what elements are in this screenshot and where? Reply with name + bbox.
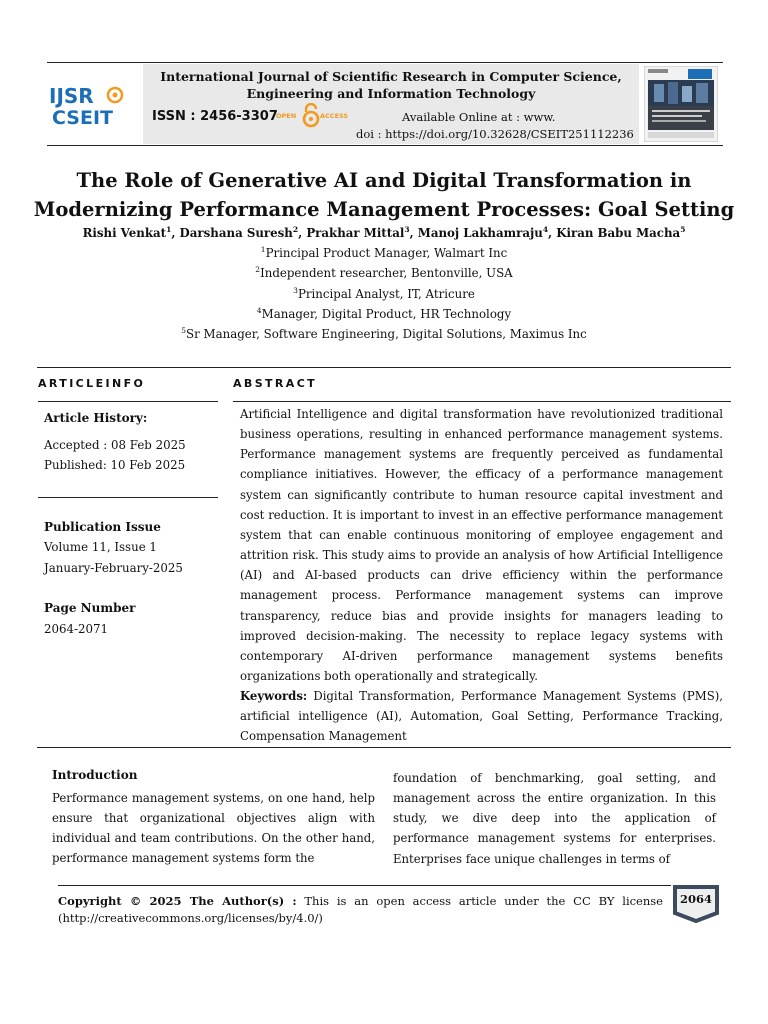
available-online: Available Online at : www.: [402, 110, 556, 124]
keywords-label: Keywords:: [240, 689, 308, 703]
footer-rule: [58, 885, 671, 886]
copyright-text: This is an open access article under the CC BY license (http://creativecommons.org/licenses/by/4.0/): [58, 894, 663, 925]
affiliation: $^4$Manager, Digital Product, HR Technology: [256, 306, 512, 321]
abstract-heading: ABSTRACT: [233, 377, 318, 390]
article-info-divider: [38, 497, 218, 498]
article-info-rule: [38, 401, 218, 402]
journal-cover-thumbnail: [644, 66, 718, 142]
issue-period: January-February-2025: [44, 561, 183, 575]
abstract-rule: [233, 401, 731, 402]
article-info-heading: ARTICLEINFO: [38, 377, 146, 390]
publication-issue-label: Publication Issue: [44, 520, 161, 534]
affiliation: $^2$Independent researcher, Bentonville, USA: [255, 265, 513, 280]
body-column-left: Performance management systems, on one hand, help ensure that organizational objectives align with individual and team contributions. On the other hand, performance management systems form the: [52, 791, 375, 866]
author-name: Kiran Babu Macha: [556, 226, 681, 240]
issn: ISSN : 2456-3307: [152, 109, 278, 124]
affiliation: $^1$Principal Product Manager, Walmart Inc: [260, 245, 508, 260]
paper-title-line1: The Role of Generative AI and Digital Transformation in: [76, 169, 692, 192]
paper-title: [20, 166, 748, 224]
author-name: Prakhar Mittal: [306, 226, 405, 240]
body-column-right: foundation of benchmarking, goal setting, and management across the entire organization. In this study, we dive deep into the application of performance management systems for enterprises. Enterprises face unique challenges in terms of: [393, 771, 716, 866]
author-list: Rishi Venkat$^1$, Darshana Suresh$^2$, Prakhar Mittal$^3$, Manoj Lakhamraju$^4$, Kiran Babu Macha$^5$: [82, 225, 686, 240]
logo-line1: IJSR: [49, 84, 94, 108]
page-range: 2064-2071: [44, 622, 109, 636]
author-name: Darshana Suresh: [179, 226, 293, 240]
published-date: Published: 10 Feb 2025: [44, 458, 186, 472]
author-name: Rishi Venkat: [82, 226, 167, 240]
section-bottom-rule: [37, 747, 731, 748]
affiliation: $^5$Sr Manager, Software Engineering, Digital Solutions, Maximus Inc: [181, 326, 587, 341]
open-access-left: OPEN: [276, 112, 297, 120]
doi-link[interactable]: doi : https://doi.org/10.32628/CSEIT251112236: [356, 127, 634, 141]
journal-logo: [47, 84, 129, 128]
page-number-label: Page Number: [44, 601, 136, 615]
author-name: Manoj Lakhamraju: [417, 226, 543, 240]
affiliation: $^3$Principal Analyst, IT, Atricure: [293, 286, 475, 301]
copyright-notice: [58, 893, 663, 927]
article-history-label: Article History:: [44, 411, 148, 425]
abstract-text: Artificial Intelligence and digital transformation have revolutionized traditional business operations, resulting in enhanced performance management systems. Performance management systems are frequently perceived as fundamental compliance initiatives. However, the efficacy of a performance management system can significantly contribute to human resource capital investment and cost reduction. It is important to invest in an effective performance management system that can enable continuous monitoring of employee engagement and attrition risk. This study aims to provide an analysis of how Artificial Intelligence (AI) and AI-based products can drive efficiency within the performance management process. Performance management systems can improve transparency, reduce bias and provide insights for managers leading to improved decision-making. The necessity to replace legacy systems with contemporary AI-driven performance management systems benefits organizations both operationally and strategically.: [240, 407, 723, 684]
paper-title-line2: Modernizing Performance Management Processes: Goal Setting: [33, 198, 735, 221]
keywords: [240, 686, 723, 746]
header-top-rule: [47, 62, 723, 63]
copyright-label: Copyright © 2025 The Author(s) :: [58, 894, 297, 908]
introduction-heading: Introduction: [52, 768, 138, 782]
header-bottom-rule: [47, 145, 723, 146]
accepted-date: Accepted : 08 Feb 2025: [44, 438, 186, 452]
journal-title: International Journal of Scientific Research in Computer Science, Engineering and Information Technology: [160, 69, 622, 101]
open-access-right: ACCESS: [320, 112, 348, 120]
keywords-text: Digital Transformation, Performance Management Systems (PMS), artificial intelligence (AI), Automation, Goal Setting, Performance Tracking, Compensation Management: [240, 689, 723, 744]
volume-issue: Volume 11, Issue 1: [44, 540, 157, 554]
logo-line2: CSEIT: [52, 107, 113, 128]
open-access-logo: [276, 103, 348, 129]
section-top-rule: [37, 367, 731, 368]
page-number: 2064: [679, 892, 712, 906]
